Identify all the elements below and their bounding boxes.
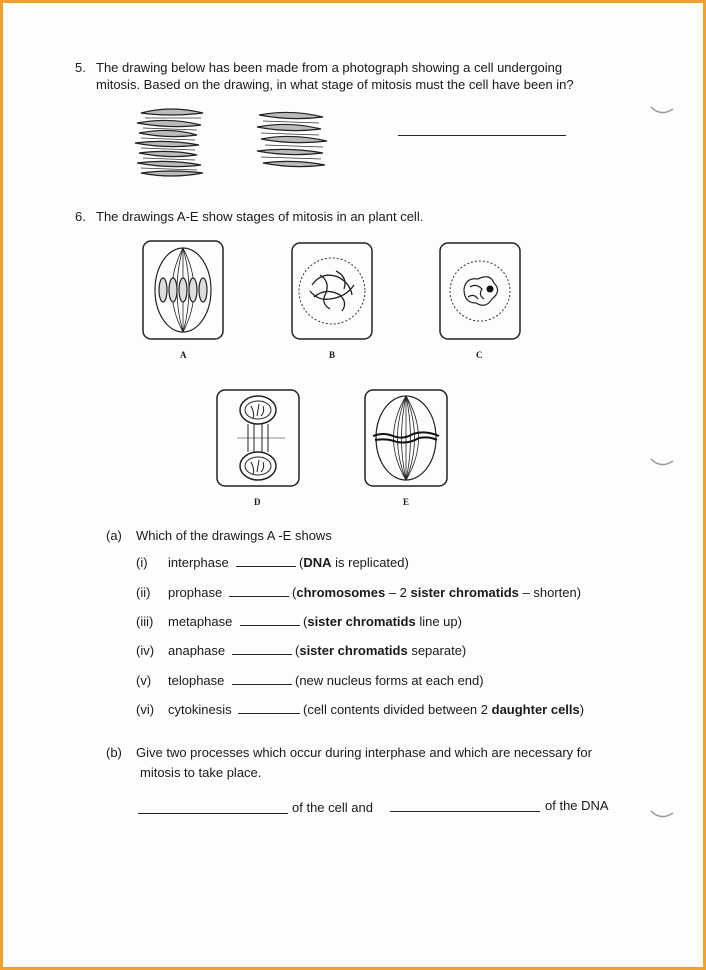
answer-line-telophase[interactable] [232, 673, 292, 685]
part-b-answer-line-2[interactable] [390, 811, 540, 812]
item-description: (new nucleus forms at each end) [295, 673, 484, 688]
item-description: (sister chromatids line up) [303, 614, 462, 629]
drawing-c-cell [438, 241, 522, 341]
drawing-b-label: B [329, 350, 336, 360]
q5-number: 5. [75, 60, 86, 75]
q5-answer-line[interactable] [398, 135, 566, 136]
answer-line-prophase[interactable] [229, 585, 289, 597]
binder-hole-mark [649, 101, 675, 119]
part-b-line2: mitosis to take place. [140, 765, 262, 780]
item-description: (sister chromatids separate) [295, 643, 467, 658]
drawing-c-label: C [476, 350, 483, 360]
item-description: (DNA is replicated) [299, 555, 409, 570]
item-term: anaphase [168, 643, 226, 658]
item-number: (vi) [136, 702, 155, 717]
drawing-a-label: A [180, 350, 187, 360]
answer-line-interphase[interactable] [236, 555, 296, 567]
item-term: metaphase [168, 614, 233, 629]
part-b-mid-text: of the cell and [292, 800, 373, 815]
drawing-e-cell [363, 388, 449, 488]
q6-text: The drawings A-E show stages of mitosis in an plant cell. [96, 209, 424, 224]
drawing-b-cell [290, 241, 374, 341]
q5-text-line2: mitosis. Based on the drawing, in what stage of mitosis must the cell have been in? [96, 77, 574, 92]
part-b-end-text: of the DNA [545, 798, 609, 813]
item-description: (cell contents divided between 2 daughter cells) [303, 702, 585, 717]
binder-hole-mark [649, 805, 675, 823]
part-a-letter: (a) [106, 528, 122, 543]
q6-number: 6. [75, 209, 86, 224]
answer-line-cytokinesis[interactable] [238, 702, 300, 714]
answer-line-metaphase[interactable] [240, 614, 300, 626]
part-b-letter: (b) [106, 745, 122, 760]
part-a-prompt: Which of the drawings A -E shows [136, 528, 332, 543]
item-number: (v) [136, 673, 152, 688]
item-description: (chromosomes – 2 sister chromatids – shorten) [292, 585, 582, 600]
binder-hole-mark [649, 453, 675, 471]
part-b-answer-line-1[interactable] [138, 813, 288, 814]
item-number: (iv) [136, 643, 155, 658]
drawing-a-cell [141, 239, 225, 341]
item-number: (iii) [136, 614, 154, 629]
item-number: (ii) [136, 585, 151, 600]
item-term: cytokinesis [168, 702, 232, 717]
drawing-d-label: D [254, 497, 261, 507]
item-term: prophase [168, 585, 223, 600]
q5-mitosis-drawing [131, 103, 331, 183]
part-b-line1: Give two processes which occur during interphase and which are necessary for [136, 745, 592, 760]
item-term: interphase [168, 555, 229, 570]
q5-text-line1: The drawing below has been made from a photograph showing a cell undergoing [96, 60, 563, 75]
item-number: (i) [136, 555, 148, 570]
answer-line-anaphase[interactable] [232, 643, 292, 655]
drawing-d-cell [215, 388, 301, 488]
drawing-e-label: E [403, 497, 410, 507]
item-term: telophase [168, 673, 225, 688]
